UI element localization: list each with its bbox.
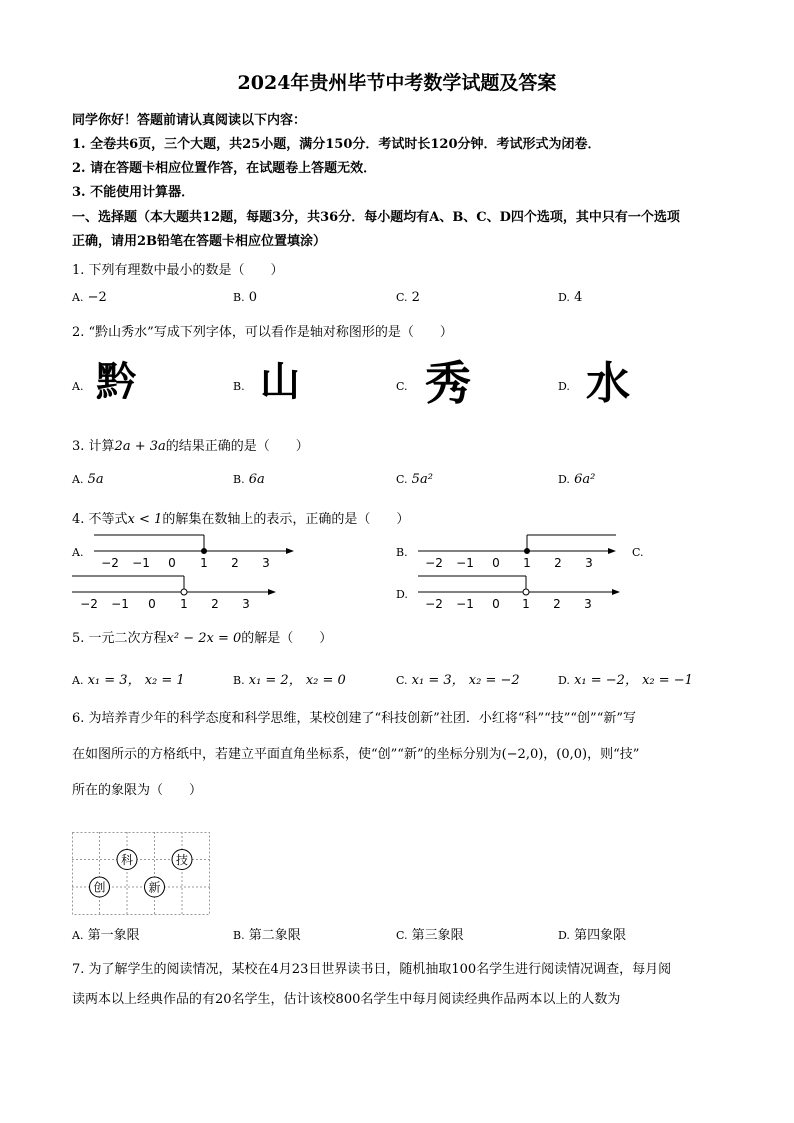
q1-option-a: A. −2 (72, 290, 107, 305)
svg-text:科: 科 (120, 853, 134, 867)
svg-text:技: 技 (175, 853, 189, 867)
svg-text:1: 1 (200, 556, 208, 570)
grid-char-chuang (90, 877, 110, 897)
arrow-icon (268, 589, 276, 595)
q3-option-d: D. 6a² (558, 472, 596, 487)
open-dot (523, 589, 529, 595)
svg-text:−1: −1 (456, 597, 474, 611)
number-line-d (418, 576, 620, 611)
xiu-glyph-icon: 秀 (425, 356, 471, 410)
svg-text:0: 0 (148, 597, 156, 611)
arrow-icon (608, 548, 616, 554)
shan-glyph-icon: 山 (260, 358, 300, 405)
q4-option-b-letter: B. (396, 546, 408, 559)
svg-text:0: 0 (492, 597, 500, 611)
q7-line1: 7. 为了解学生的阅读情况，某校在4月23日世界读书日，随机抽取100名学生进行阅读情况调查，每月阅 (72, 962, 672, 977)
svg-text:3: 3 (242, 597, 250, 611)
svg-text:1: 1 (523, 556, 531, 570)
page-title: 2024年贵州毕节中考数学试题及答案 (237, 72, 557, 94)
q3-stem: 3. 计算2a + 3a的结果正确的是（ ） (72, 439, 309, 454)
q4-option-a-letter: A. (72, 546, 84, 559)
q6-line2: 在如图所示的方格纸中，若建立平面直角坐标系，使“创”“新”的坐标分别为(−2,0)，(0,0)，则“技” (72, 747, 640, 762)
q6-option-d: D. 第四象限 (558, 928, 627, 943)
q6-option-b: B. 第二象限 (233, 928, 301, 943)
svg-text:−1: −1 (456, 556, 474, 570)
q1-option-d: D. 4 (558, 290, 583, 305)
closed-dot (524, 548, 530, 554)
shui-glyph-icon: 水 (586, 358, 630, 409)
section1-heading-line1: 一、选择题（本大题共12题，每题3分，共36分．每小题均有A、B、C、D四个选项，其中只有一个选项 (72, 210, 680, 225)
rule-2: 2. 请在答题卡相应位置作答，在试题卷上答题无效． (72, 161, 377, 176)
q6-option-a: A. 第一象限 (72, 928, 140, 943)
q2-option-d-letter: D. (558, 380, 570, 393)
q6-line1: 6. 为培养青少年的科学态度和科学思维，某校创建了“科技创新”社团．小红将“科”“技”“创”“新”写 (72, 711, 636, 726)
svg-text:2: 2 (554, 556, 562, 570)
arrow-icon (612, 589, 620, 595)
q5-option-d: D. x₁ = −2， x₂ = −1 (558, 673, 693, 688)
rule-3: 3. 不能使用计算器． (72, 185, 195, 200)
svg-text:−2: −2 (101, 556, 119, 570)
grid-char-ke (117, 850, 137, 870)
svg-text:2: 2 (553, 597, 561, 611)
rule-1: 1. 全卷共6页，三个大题，共25小题，满分150分．考试时长120分钟．考试形式为闭卷． (72, 137, 601, 152)
svg-text:1: 1 (522, 597, 530, 611)
q1-option-b: B. 0 (233, 290, 258, 305)
q5-stem: 5. 一元二次方程x² − 2x = 0的解是（ ） (72, 631, 333, 646)
svg-text:−2: −2 (425, 556, 443, 570)
q4-option-d-letter: D. (396, 588, 408, 601)
q6-line3: 所在的象限为（ ） (72, 783, 203, 798)
q3-option-c: C. 5a² (396, 472, 433, 487)
q4-number-lines (0, 530, 794, 616)
open-dot (181, 589, 187, 595)
svg-text:2: 2 (211, 597, 219, 611)
q4-option-c-letter: C. (632, 546, 644, 559)
q6-option-c: C. 第三象限 (396, 928, 464, 943)
svg-text:新: 新 (148, 880, 161, 895)
svg-text:3: 3 (584, 597, 592, 611)
svg-text:3: 3 (585, 556, 593, 570)
grid-char-ji (172, 850, 192, 870)
svg-text:0: 0 (492, 556, 500, 570)
q3-option-b: B. 6a (233, 472, 265, 487)
q5-option-c: C. x₁ = 3， x₂ = −2 (396, 673, 520, 688)
q1-stem: 1. 下列有理数中最小的数是（ ） (72, 263, 284, 278)
svg-text:−2: −2 (425, 597, 443, 611)
svg-text:0: 0 (168, 556, 176, 570)
svg-text:−1: −1 (111, 597, 129, 611)
q3-option-a: A. 5a (72, 472, 104, 487)
section1-heading-line2: 正确，请用2B铅笔在答题卡相应位置填涂） (72, 234, 327, 249)
number-line-a (94, 535, 294, 570)
svg-text:3: 3 (262, 556, 270, 570)
q4-stem: 4. 不等式x < 1的解集在数轴上的表示，正确的是（ ） (72, 512, 410, 527)
q1-option-c: C. 2 (396, 290, 420, 305)
svg-text:2: 2 (231, 556, 239, 570)
svg-text:−2: −2 (80, 597, 98, 611)
number-line-c (72, 576, 276, 611)
q5-option-b: B. x₁ = 2， x₂ = 0 (233, 673, 346, 688)
svg-text:创: 创 (93, 880, 106, 895)
number-line-b (418, 535, 616, 570)
closed-dot (201, 548, 207, 554)
q2-option-b-letter: B. (233, 380, 245, 393)
q2-option-c-letter: C. (396, 380, 408, 393)
arrow-icon (286, 548, 294, 554)
qian-glyph-icon: 黔 (96, 358, 136, 405)
q7-line2: 读两本以上经典作品的有20名学生，估计该校800名学生中每月阅读经典作品两本以上的人数为 (72, 992, 621, 1007)
svg-text:−1: −1 (132, 556, 150, 570)
grid-char-xin (145, 877, 165, 897)
q2-stem: 2. “黔山秀水”写成下列字体，可以看作是轴对称图形的是（ ） (72, 325, 453, 340)
q6-grid-figure (72, 832, 212, 918)
intro-greeting: 同学你好！答题前请认真阅读以下内容： (72, 113, 307, 128)
svg-text:1: 1 (180, 597, 188, 611)
q5-option-a: A. x₁ = 3， x₂ = 1 (72, 673, 185, 688)
q2-option-a-letter: A. (72, 380, 84, 393)
